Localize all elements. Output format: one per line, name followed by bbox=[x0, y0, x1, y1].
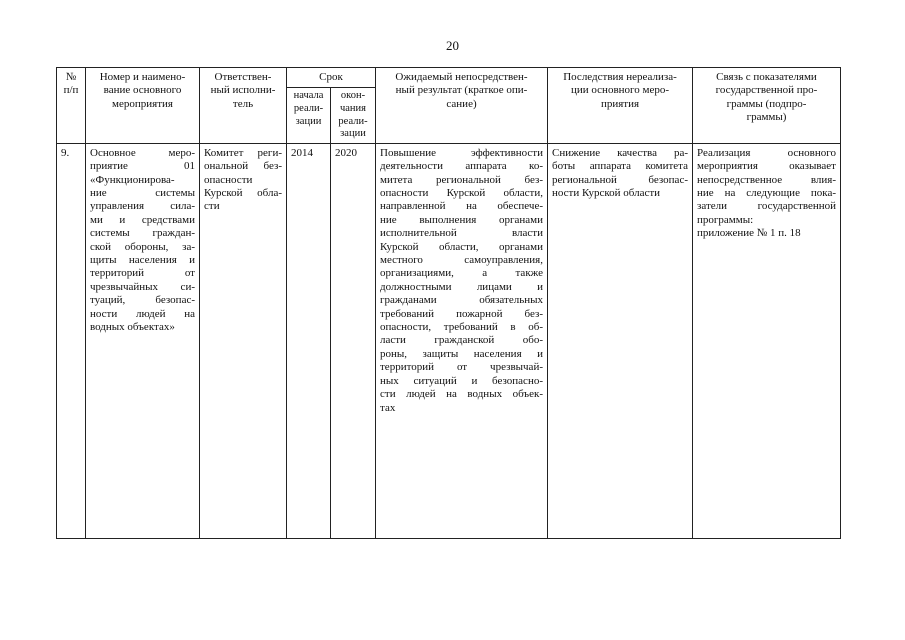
text-line: чрезвычайных си- bbox=[90, 280, 195, 293]
text-line: ние на следующие пока- bbox=[697, 187, 836, 199]
text-line: системы граждан- bbox=[90, 227, 195, 240]
text-line: мероприятия оказывает bbox=[697, 160, 836, 173]
header-term-end bbox=[331, 88, 376, 143]
text-line: чания bbox=[339, 103, 366, 114]
header-name bbox=[86, 68, 200, 144]
text-line: Реализация основного bbox=[697, 146, 836, 159]
text-line: граммы (подпро- bbox=[726, 97, 807, 110]
text-line: окон- bbox=[340, 90, 366, 102]
text-line: приятия bbox=[600, 97, 640, 110]
text-line: гражданами обязательных bbox=[380, 294, 543, 307]
text-line: местного самоуправления, bbox=[380, 254, 543, 267]
text-line: «Функционирова- bbox=[90, 173, 175, 186]
text-line: требований пожарной без- bbox=[380, 307, 543, 320]
cell-name bbox=[86, 143, 200, 538]
text-line: тах bbox=[380, 401, 396, 414]
table-row bbox=[57, 143, 841, 538]
cell-consequences bbox=[548, 143, 693, 538]
text-line: приятие 01 bbox=[90, 160, 195, 173]
text-line: сание) bbox=[446, 97, 477, 110]
text-line: вание основного bbox=[103, 84, 182, 97]
text-line: сти людей на водных объек- bbox=[380, 388, 543, 401]
text-line: ской обороны, за- bbox=[90, 240, 195, 253]
header-num bbox=[57, 68, 86, 144]
text-line: № bbox=[65, 71, 77, 83]
text-line: Связь с показателями bbox=[716, 71, 817, 83]
header-term: Срок bbox=[287, 68, 376, 88]
text-line: исполнительной власти bbox=[380, 227, 543, 240]
text-line: Снижение качества ра- bbox=[552, 146, 688, 159]
text-line: ный исполни- bbox=[210, 84, 276, 97]
text-line: ональной без- bbox=[204, 160, 282, 173]
text-line: Комитет реги- bbox=[204, 146, 282, 159]
text-line: ный результат (краткое опи- bbox=[395, 84, 528, 97]
text-line: сти bbox=[204, 200, 220, 213]
text-line: должностными лицами и bbox=[380, 280, 543, 293]
header-executor bbox=[200, 68, 287, 144]
text-line: приложение № 1 п. 18 bbox=[697, 227, 801, 240]
text-line: Основное меро- bbox=[90, 146, 195, 159]
text-line: митета региональной без- bbox=[380, 173, 543, 186]
text-line: непосредственное влия- bbox=[697, 173, 836, 186]
text-line: зации bbox=[295, 115, 322, 127]
text-line: опасности Курской области, bbox=[380, 187, 543, 199]
text-line: мероприятия bbox=[112, 97, 173, 110]
text-line: организациями, а также bbox=[380, 267, 543, 280]
header-term-start bbox=[287, 88, 331, 143]
text-line: тель bbox=[232, 97, 254, 110]
text-line: Ожидаемый непосредствен- bbox=[395, 71, 528, 83]
text-line: ние выполнения органами bbox=[380, 213, 543, 226]
text-line: ласти гражданской обо- bbox=[380, 334, 543, 347]
cell-num: 9. bbox=[57, 143, 86, 538]
header-link bbox=[693, 68, 841, 144]
text-line: ние системы bbox=[90, 187, 195, 199]
cell-start: 2014 bbox=[287, 143, 331, 538]
text-line: направленной на обеспече- bbox=[380, 200, 543, 213]
text-line: ции основного меро- bbox=[570, 84, 670, 97]
text-line: граммы) bbox=[746, 111, 787, 124]
text-line: региональной безопас- bbox=[552, 173, 688, 186]
text-line: деятельности аппарата ко- bbox=[380, 160, 543, 173]
text-line: Номер и наимено- bbox=[99, 71, 186, 83]
text-line: территорий от чрезвычай- bbox=[380, 361, 543, 374]
text-line: Курской области, органами bbox=[380, 240, 543, 253]
cell-result bbox=[376, 143, 548, 538]
page-number: 20 bbox=[446, 38, 459, 53]
text-line: ности людей на bbox=[90, 307, 195, 320]
text-line: Ответствен- bbox=[214, 71, 272, 83]
text-line: реали- bbox=[293, 103, 324, 114]
text-line: реали- bbox=[338, 115, 368, 127]
text-line: ных ситуаций и безопасно- bbox=[380, 374, 543, 387]
text-line: Последствия нереализа- bbox=[563, 71, 677, 83]
text-line: затели государственной bbox=[697, 200, 836, 213]
cell-end: 2020 bbox=[331, 143, 376, 538]
text-line: щиты населения и bbox=[90, 254, 195, 267]
measures-table bbox=[56, 67, 841, 539]
text-line: водных объектах» bbox=[90, 321, 175, 334]
text-line: Повышение эффективности bbox=[380, 146, 543, 159]
text-line: программы: bbox=[697, 213, 754, 226]
text-line: ности Курской области bbox=[552, 187, 661, 199]
text-line: государственной про- bbox=[715, 84, 818, 97]
header-consequences bbox=[548, 68, 693, 144]
cell-executor bbox=[200, 143, 287, 538]
cell-link bbox=[693, 143, 841, 538]
text-line: Курской обла- bbox=[204, 187, 282, 199]
text-line: боты аппарата комитета bbox=[552, 160, 688, 173]
text-line: роны, защиты населения и bbox=[380, 347, 543, 360]
text-line: ми и средствами bbox=[90, 213, 195, 226]
text-line: управления сила- bbox=[90, 200, 195, 213]
text-line: зации bbox=[340, 128, 366, 140]
header-row bbox=[57, 68, 841, 88]
header-result bbox=[376, 68, 548, 144]
text-line: начала bbox=[293, 90, 324, 102]
text-line: опасности bbox=[204, 173, 253, 186]
text-line: п/п bbox=[63, 84, 79, 97]
text-line: опасности, требований в об- bbox=[380, 321, 543, 334]
text-line: туаций, безопас- bbox=[90, 294, 195, 307]
text-line: территорий от bbox=[90, 267, 195, 280]
